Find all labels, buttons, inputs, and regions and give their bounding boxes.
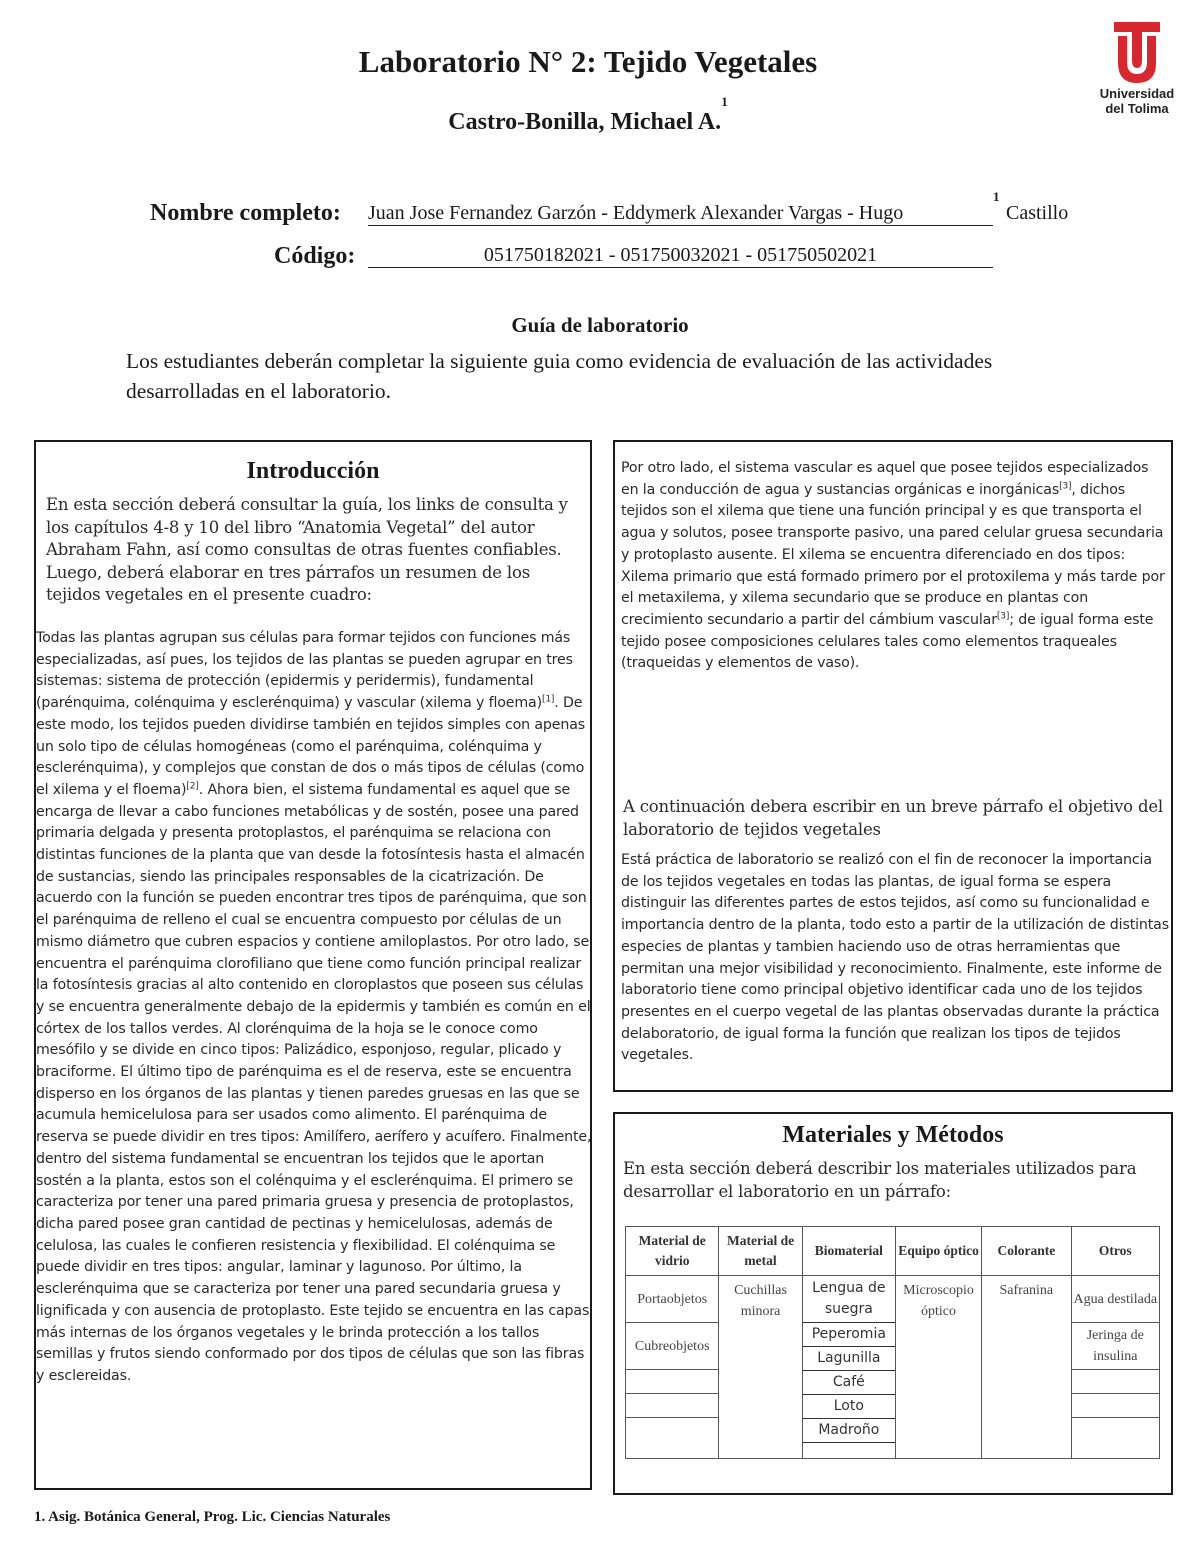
intro-section — [34, 440, 592, 1490]
cell-vidrio-empty[interactable] — [626, 1394, 718, 1418]
cell-bio-3[interactable]: Lagunilla — [803, 1347, 895, 1371]
citation-1: [1] — [541, 694, 555, 705]
cell-bio-1[interactable]: Lengua de suegra — [803, 1276, 895, 1323]
name-label: Nombre completo: — [150, 200, 341, 226]
cell-vidrio-1[interactable]: Portaobjetos — [626, 1276, 718, 1323]
name-footnote-mark: 1 — [993, 189, 1000, 204]
cell-metal[interactable]: Cuchillas minora — [734, 1283, 787, 1319]
intro-text[interactable] — [36, 628, 592, 1388]
vascular-objective-section — [613, 440, 1173, 1092]
intro-paragraph-2: . De este modo, los tejidos pueden dividirse también en tejidos simples con apenas un solo tipo de células homogéneas (como el parénquima, colénquima y esclerénquima), y complejos que constan de dos o más tipos de células (como el xilema y el floema) — [36, 695, 585, 798]
header-vidrio: Material de vidrio — [626, 1227, 719, 1276]
materials-title: Materiales y Métodos — [782, 1122, 1004, 1148]
materials-section — [613, 1112, 1173, 1495]
cell-bio-6[interactable]: Madroño — [803, 1419, 895, 1443]
cell-optico[interactable]: Microscopio óptico — [903, 1283, 974, 1319]
objective-text[interactable]: Está práctica de laboratorio se realizó con el fin de reconocer la importancia de los tejidos vegetales en todas las plantas, de igual forma se espera distinguir las diferentes partes de estos tejidos, así como su funcionalidad e importancia dentro de la planta, todo esto a partir de la utilización de distintas especies de plantas y tambien haciendo uso de otras herramientas que permitan una mejor visibilidad y reconocimiento. Finalmente, este informe de laboratorio tiene como principal objetivo identificar cada uno de los tejidos presentes en el cuerpo vegetal de las plantas observadas durante la práctica delaboratorio, de igual forma la función que realizan los tipos de tejidos vegetales. — [621, 852, 1169, 1064]
cell-otros-1[interactable]: Agua destilada — [1072, 1276, 1159, 1323]
vascular-text[interactable] — [621, 458, 1169, 675]
cell-otros-empty[interactable] — [1072, 1418, 1159, 1441]
objective-instructions: A continuación debera escribir en un breve párrafo el objetivo del laboratorio de tejidos vegetales — [623, 797, 1163, 839]
cell-bio-4[interactable]: Café — [803, 1371, 895, 1395]
table-row — [626, 1276, 1160, 1459]
intro-paragraph-1: Todas las plantas agrupan sus células para formar tejidos con funciones más especializadas, así pues, los tejidos de las plantas se pueden agrupar en tres sistemas: sistema de protección (epidermis y peridermis), fundamental (parénquima, colénquima y esclerénquima) y vascular (xilema y floema) — [36, 630, 573, 712]
name-field[interactable]: Juan Jose Fernandez Garzón - Eddymerk Alexander Vargas - Hugo — [368, 202, 993, 226]
materials-table — [625, 1226, 1160, 1459]
footnote: 1. Asig. Botánica General, Prog. Lic. Ciencias Naturales — [34, 1509, 391, 1525]
cell-otros-empty[interactable] — [1072, 1370, 1159, 1394]
table-header-row — [626, 1227, 1160, 1276]
cell-vidrio-2[interactable]: Cubreobjetos — [626, 1323, 718, 1370]
code-label: Código: — [274, 243, 356, 269]
cell-vidrio-empty[interactable] — [626, 1370, 718, 1394]
intro-title: Introducción — [246, 458, 380, 484]
logo-u-icon — [1112, 20, 1162, 86]
header-optico: Equipo óptico — [895, 1227, 981, 1276]
page-title: Laboratorio N° 2: Tejido Vegetales — [358, 44, 818, 79]
logo-text-line2: del Tolima — [1105, 101, 1169, 116]
header-colorante: Colorante — [982, 1227, 1072, 1276]
author-name: Castro-Bonilla, Michael A. — [448, 109, 722, 135]
cell-otros-2[interactable]: Jeringa de insulina — [1072, 1323, 1159, 1370]
cell-colorante[interactable]: Safranina — [999, 1283, 1054, 1298]
citation-2: [2] — [186, 781, 199, 792]
guide-description: Los estudiantes deberán completar la siguiente guia como evidencia de evaluación de las actividades desarrolladas en el laboratorio. — [126, 349, 993, 403]
vascular-paragraph-1: Por otro lado, el sistema vascular es aquel que posee tejidos especializados en la conducción de agua y sustancias orgánicas e inorgánicas — [621, 460, 1149, 498]
logo-text-line1: Universidad — [1099, 86, 1175, 101]
header-biomaterial: Biomaterial — [802, 1227, 895, 1276]
citation-3a: [3] — [1059, 480, 1072, 491]
cell-otros-empty[interactable] — [1072, 1394, 1159, 1418]
cell-bio-2[interactable]: Peperomia — [803, 1323, 895, 1347]
cell-vidrio-empty[interactable] — [626, 1418, 718, 1441]
university-logo — [1082, 20, 1192, 116]
cell-bio-5[interactable]: Loto — [803, 1395, 895, 1419]
guide-title: Guía de laboratorio — [511, 313, 689, 337]
name-field-overflow: Castillo — [1006, 202, 1069, 224]
intro-paragraph-3: . Ahora bien, el sistema fundamental es aquel que se encarga de llevar a cabo funciones metabólicas y de sostén, posee una pared primaria delgada y presenta protoplastos, el parénquima se relaciona con distintas funciones de la planta que van desde la fotosíntesis hasta el almacén de sustancias, siendo las principales responsables de la cicatrización. De acuerdo con la función se pueden encontrar tres tipos de parénquima, que son el parénquima de relleno el cual se encuentra compuesto por células de un mismo diámetro que cubren espacios y contiene amiloplastos. Por otro lado, se encuentra el parénquima clorofiliano que tiene como función principal realizar la fotosíntesis gracias al alto contenido en cloroplastos que poseen sus células y se encuentra generalmente debajo de la epidermis y también es común en el córtex de los tallos verdes. Al clorénquima de la hoja se le conoce como mesófilo y se divide en cinco tipos: Palizádico, esponjoso, regular, plicado y braciforme. El último tipo de parénquima es el de reserva, este se encuentra disperso en los órganos de las plantas y tienen paredes gruesas en las que se acumula hemicelulosa para ser usados como alimento. El parénquima de reserva se puede dividir en tres tipos: Amilífero, aerífero y acuífero. Finalmente, dentro del sistema fundamental se encuentran los tejidos que le aportan sostén a la planta, estos son el colénquima y el esclerénquima. El primero se caracteriza por tener una pared primaria gruesa y presencia de protoplastos, dicha pared posee gran cantidad de pectinas y hemicelulosas, además de celulosa, las cuales le confieren resistencia y flexibilidad. El colénquima se puede dividir en tres tipos: angular, laminar y lagunoso. Por último, la esclerénquima que se caracteriza por tener una pared secundaria gruesa y lignificada y con ausencia de protoplasto. Este tejido se encuentra en las capas más internas de los órganos vegetales y le brinda protección a los tallos semillas y frutos siendo conformado por dos tipos de células que son las fibras y esclereidas. — [36, 781, 592, 1384]
author-line — [0, 94, 1176, 136]
code-field[interactable]: 051750182021 - 051750032021 - 051750502021 — [368, 244, 993, 268]
materials-instructions: En esta sección deberá describir los materiales utilizados para desarrollar el laboratorio en un párrafo: — [623, 1159, 1137, 1201]
header-otros: Otros — [1071, 1227, 1159, 1276]
vascular-paragraph-3: ; de igual forma este tejido posee composiciones celulares tales como elementos traqueales (traqueidas y elementos de vaso). — [621, 611, 1154, 672]
header-metal: Material de metal — [719, 1227, 802, 1276]
vascular-paragraph-2: , dichos tejidos son el xilema que tiene una función principal y es que transporta el agua y solutos, posee transporte pasivo, una pared celular gruesa secundaria y protoplasto ausente. El xilema se encuentra diferenciado en dos tipos: Xilema primario que está formado primero por el protoxilema y más tarde por el metaxilema, y xilema secundario que se produce en plantas con crecimiento secundario a partir del cámbium vascular — [621, 481, 1165, 628]
intro-instructions: En esta sección deberá consultar la guía, los links de consulta y los capítulos 4-8 y 10 del libro “Anatomia Vegetal” del autor Abraham Fahn, así como consultas de otras fuentes confiables. Luego, deberá elaborar en tres párrafos un resumen de los tejidos vegetales en el presente cuadro: — [46, 495, 568, 604]
citation-3b: [3] — [996, 611, 1010, 622]
author-footnote-mark: 1 — [721, 94, 728, 109]
